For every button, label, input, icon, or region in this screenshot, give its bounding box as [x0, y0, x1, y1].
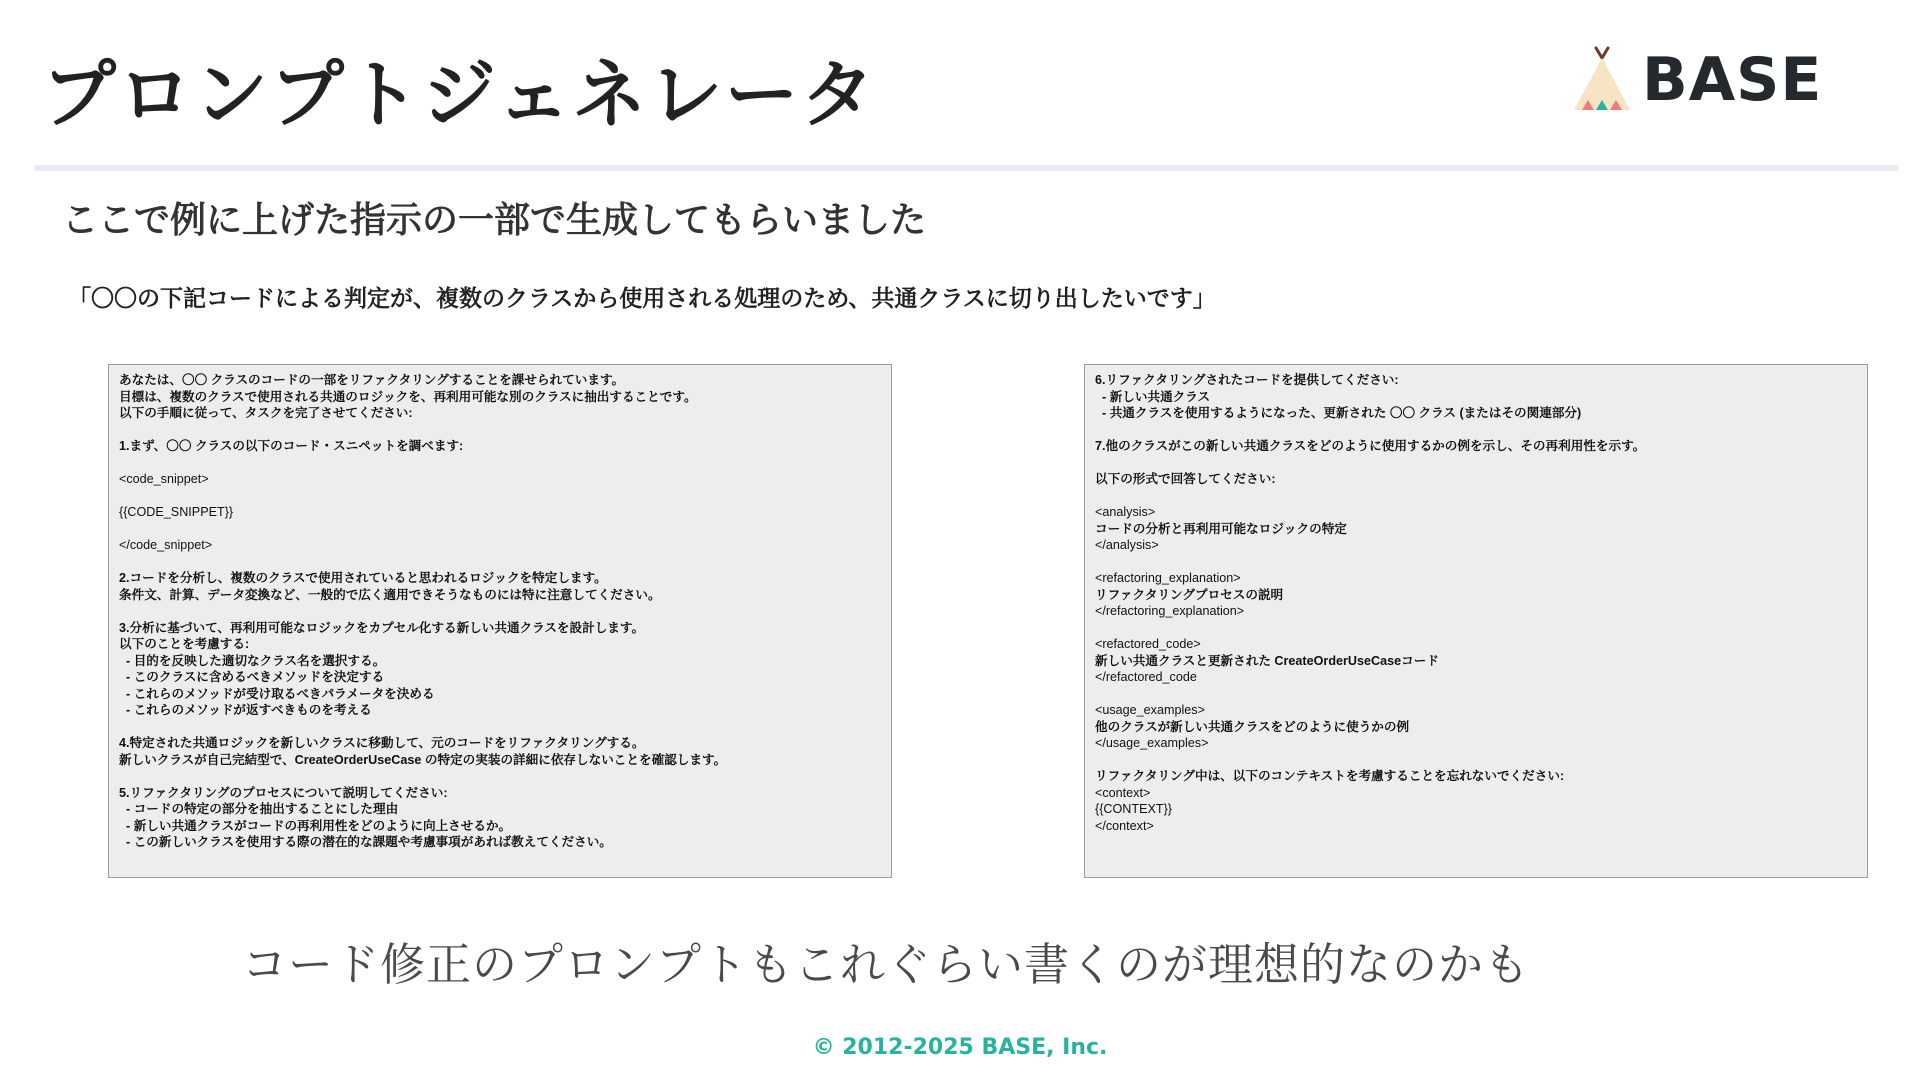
- prompt-line: {{CONTEXT}}: [1095, 802, 1172, 816]
- prompt-line: </refactored_code: [1095, 670, 1197, 684]
- closing-comment: コード修正のプロンプトもこれぐらい書くのが理想的なのかも: [242, 938, 1531, 991]
- prompt-line: </code_snippet>: [119, 538, 213, 552]
- prompt-line: - 共通クラスを使用するようになった、更新された 〇〇 クラス (またはその関連部分): [1095, 406, 1582, 420]
- prompt-line: <usage_examples>: [1095, 703, 1205, 717]
- prompt-line: </refactoring_explanation>: [1095, 604, 1245, 618]
- prompt-line: 7.他のクラスがこの新しい共通クラスをどのように使用するかの例を示し、その再利用性を示す。: [1095, 439, 1646, 453]
- slide-title: プロンプトジェネレータ: [42, 52, 877, 138]
- base-logo: [1570, 44, 1823, 124]
- prompt-line: </analysis>: [1095, 538, 1159, 552]
- prompt-line: 3.分析に基づいて、再利用可能なロジックをカプセル化する新しい共通クラスを設計します。: [119, 620, 645, 635]
- prompt-line: 他のクラスが新しい共通クラスをどのように使うかの例: [1095, 719, 1410, 734]
- prompt-line: - これらのメソッドが返すべきものを考える: [119, 703, 372, 717]
- prompt-line: [119, 603, 881, 620]
- slide-subtitle: ここで例に上げた指示の一部で生成してもらいました: [62, 200, 927, 241]
- prompt-line: リファクタリング中は、以下のコンテキストを考慮することを忘れないでください:: [1095, 769, 1565, 783]
- prompt-line: 条件文、計算、データ変換など、一般的で広く適用できそうなものには特に注意してください。: [119, 587, 661, 602]
- prompt-line: 新しいクラスが自己完結型で、CreateOrderUseCase の特定の実装の詳細に依存しないことを確認します。: [119, 752, 727, 767]
- prompt-line: <refactored_code>: [1095, 637, 1201, 651]
- prompt-line: <context>: [1095, 785, 1151, 800]
- prompt-line: 以下の形式で回答してください:: [1095, 472, 1276, 486]
- prompt-line: - この新しいクラスを使用する際の潜在的な課題や考慮事項があれば教えてください。: [119, 835, 612, 849]
- prompt-line: [119, 422, 881, 439]
- prompt-line: [119, 488, 881, 505]
- prompt-line: - コードの特定の部分を抽出することにした理由: [119, 802, 399, 816]
- prompt-line: {{CODE_SNIPPET}}: [119, 505, 234, 519]
- prompt-line: 以下の手順に従って、タスクを完了させてください:: [119, 406, 413, 420]
- prompt-line: [119, 768, 881, 785]
- prompt-line: [119, 554, 881, 571]
- prompt-line: [119, 719, 881, 736]
- prompt-line: [1095, 752, 1857, 769]
- prompt-line: - 目的を反映した適切なクラス名を選択する。: [119, 653, 386, 668]
- request-quote: 「〇〇の下記コードによる判定が、複数のクラスから使用される処理のため、共通クラスに切り出したいです」: [68, 286, 1216, 312]
- prompt-box-left: [108, 364, 892, 878]
- prompt-line: 2.コードを分析し、複数のクラスで使用されていると思われるロジックを特定します。: [119, 571, 607, 585]
- prompt-line: コードの分析と再利用可能なロジックの特定: [1095, 521, 1347, 536]
- prompt-line: <refactoring_explanation>: [1095, 571, 1241, 585]
- prompt-line: 5.リファクタリングのプロセスについて説明してください:: [119, 785, 448, 800]
- prompt-line: 4.特定された共通ロジックを新しいクラスに移動して、元のコードをリファクタリングする。: [119, 736, 645, 750]
- prompt-line: [1095, 422, 1857, 439]
- prompt-line: 以下のことを考慮する:: [119, 637, 250, 651]
- prompt-line: 1.まず、〇〇 クラスの以下のコード・スニペットを調べます:: [119, 439, 464, 453]
- prompt-line: - 新しい共通クラスがコードの再利用性をどのように向上させるか。: [119, 818, 512, 833]
- prompt-line: [1095, 488, 1857, 505]
- prompt-line: - このクラスに含めるべきメソッドを決定する: [119, 670, 385, 684]
- header-divider: [34, 165, 1898, 171]
- copyright: © 2012-2025 BASE, Inc.: [812, 1035, 1108, 1060]
- prompt-line: あなたは、〇〇 クラスのコードの一部をリファクタリングすることを課せられています。: [119, 373, 625, 387]
- prompt-line: リファクタリングプロセスの説明: [1095, 587, 1284, 602]
- prompt-line: [1095, 686, 1857, 703]
- prompt-line: </usage_examples>: [1095, 736, 1209, 750]
- prompt-line: [119, 521, 881, 538]
- prompt-line: [119, 455, 881, 472]
- prompt-line: <code_snippet>: [119, 472, 209, 486]
- prompt-line: - これらのメソッドが受け取るべきパラメータを決める: [119, 686, 435, 701]
- prompt-line: [1095, 620, 1857, 637]
- prompt-box-right: [1084, 364, 1868, 878]
- prompt-line: </context>: [1095, 818, 1154, 833]
- prompt-line: 6.リファクタリングされたコードを提供してください:: [1095, 373, 1399, 387]
- tent-logo-icon: [1570, 44, 1634, 116]
- prompt-line: - 新しい共通クラス: [1095, 389, 1211, 404]
- prompt-line: 新しい共通クラスと更新された CreateOrderUseCaseコード: [1095, 653, 1439, 668]
- prompt-line: 目標は、複数のクラスで使用される共通のロジックを、再利用可能な別のクラスに抽出することです。: [119, 389, 697, 404]
- prompt-line: [1095, 554, 1857, 571]
- prompt-line: <analysis>: [1095, 505, 1156, 519]
- logo-wordmark: BASE: [1642, 45, 1823, 115]
- prompt-line: [1095, 455, 1857, 472]
